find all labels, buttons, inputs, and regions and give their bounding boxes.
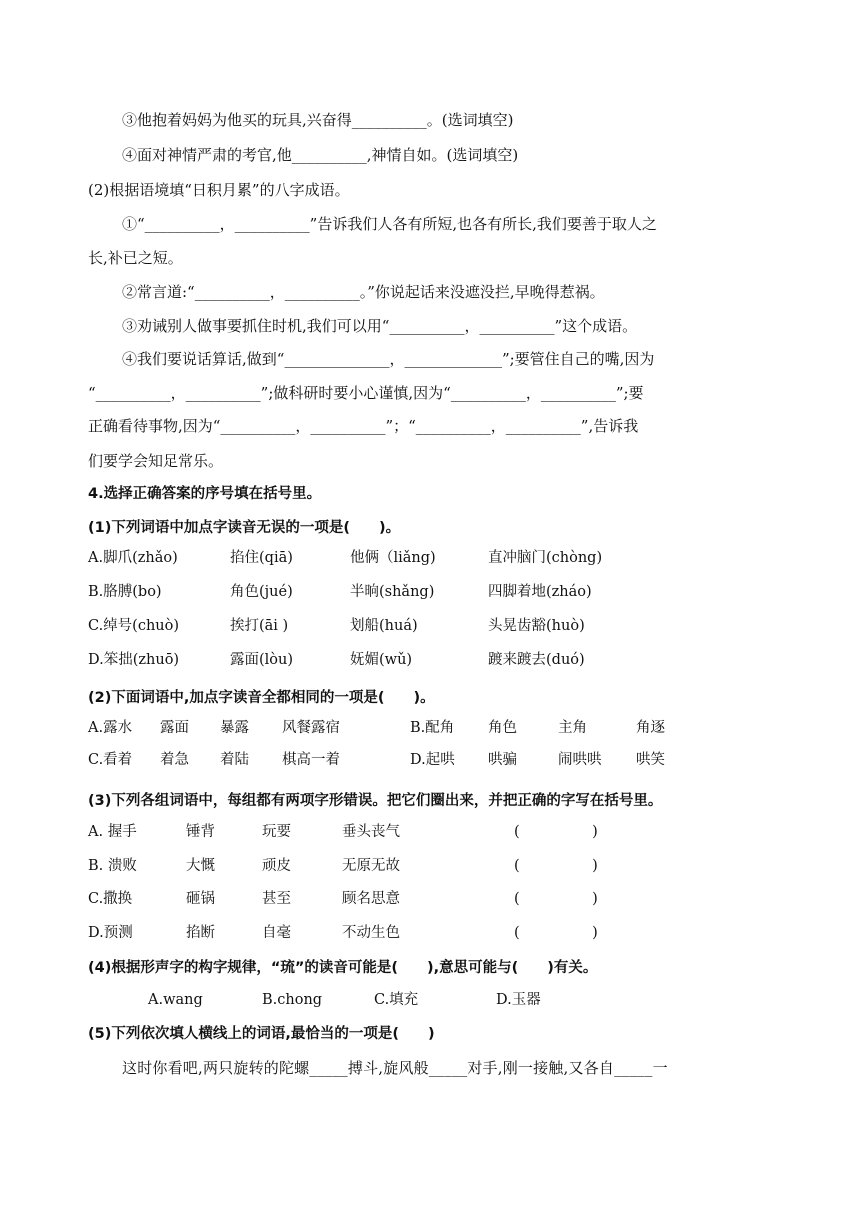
option-item: D.起哄 [410, 752, 455, 768]
answer-blank: ( ) [514, 891, 598, 907]
section-heading: 4.选择正确答案的序号填在括号里。 [88, 486, 322, 502]
option-item: 棋高一着 [282, 752, 340, 768]
question-title: (4)根据形声字的构字规律，“琉”的读音可能是( ),意思可能与( )有关。 [88, 960, 598, 976]
question-title: (3)下列各组词语中，每组都有两项字形错误。把它们圈出来，并把正确的字写在括号里。 [88, 793, 663, 809]
answer-blank: ( ) [514, 925, 598, 941]
option-item: 踱来踱去(duó) [488, 652, 585, 668]
option-item: A.露水 [88, 720, 133, 736]
option-item: B.chong [262, 992, 323, 1008]
text-line: 们要学会知足常乐。 [88, 452, 224, 470]
option-item: 暴露 [220, 720, 249, 736]
option-item: 掐住(qiā) [230, 550, 293, 566]
option-item: 角逐 [636, 720, 665, 736]
question-title: (5)下列依次填人横线上的词语,最恰当的一项是( ) [88, 1026, 435, 1042]
text-line: ③他抱着妈妈为他买的玩具,兴奋得__________。(选词填空) [122, 111, 514, 129]
text-line: 长,补已之短。 [88, 249, 183, 267]
option-item: 角色 [488, 720, 517, 736]
option-item: 顾名思意 [342, 891, 400, 907]
option-item: B.胳膊(bo) [88, 584, 162, 600]
option-item: A. 握手 [88, 824, 137, 840]
option-item: 哄笑 [636, 752, 665, 768]
option-item: D.笨拙(zhuō) [88, 652, 180, 668]
option-item: 甚至 [262, 891, 291, 907]
option-item: 顽皮 [262, 858, 291, 874]
text-line: ④面对神情严肃的考官,他__________,神情自如。(选词填空) [122, 146, 519, 164]
option-item: C.看着 [88, 752, 133, 768]
option-item: C.撒换 [88, 891, 133, 907]
option-item: 露面 [160, 720, 189, 736]
passage-text: 这时你看吧,两只旋转的陀螺_____搏斗,旋风般_____对手,刚一接触,又各自_____一 [122, 1059, 668, 1077]
text-line: 正确看待事物,因为“__________，__________”；“__________，__________”,告诉我 [88, 417, 639, 435]
option-item: 挨打(āi ) [230, 618, 289, 634]
answer-blank: ( ) [514, 858, 598, 874]
text-line: (2)根据语境填“日积月累”的八字成语。 [88, 181, 350, 199]
option-item: C.绰号(chuò) [88, 618, 180, 634]
option-item: A.wang [148, 992, 203, 1008]
question-title: (1)下列词语中加点字读音无误的一项是( )。 [88, 520, 401, 536]
option-item: 掐断 [186, 925, 215, 941]
option-item: C.填充 [374, 992, 419, 1008]
option-item: 着陆 [220, 752, 249, 768]
option-item: D.玉器 [496, 992, 541, 1008]
option-item: 风餐露宿 [282, 720, 340, 736]
option-item: A.脚爪(zhǎo) [88, 550, 178, 566]
option-item: 半晌(shǎng) [350, 584, 435, 600]
text-line: “__________，__________”;做科研时要小心谨慎,因为“__________，__________”;要 [88, 384, 644, 402]
option-item: 垂头丧气 [342, 824, 400, 840]
text-line: ④我们要说话算话,做到“______________，_____________”;要管住自己的嘴,因为 [122, 350, 655, 368]
option-item: 角色(jué) [230, 584, 293, 600]
option-item: 锤背 [186, 824, 215, 840]
option-item: 哄骗 [488, 752, 517, 768]
text-line: ③劝诫别人做事要抓住时机,我们可以用“__________，__________”这个成语。 [122, 317, 638, 335]
option-item: 着急 [160, 752, 189, 768]
option-item: 闹哄哄 [558, 752, 602, 768]
option-item: B. 溃败 [88, 858, 137, 874]
option-item: 自毫 [262, 925, 291, 941]
option-item: 划船(huá) [350, 618, 418, 634]
question-title: (2)下面词语中,加点字读音全都相同的一项是( )。 [88, 690, 435, 706]
answer-blank: ( ) [514, 824, 598, 840]
option-item: 无原无故 [342, 858, 400, 874]
option-item: 头晃齿豁(huò) [488, 618, 585, 634]
option-item: 露面(lòu) [230, 652, 294, 668]
option-item: 妩媚(wǔ) [350, 652, 413, 668]
option-item: 四脚着地(zháo) [488, 584, 592, 600]
option-item: 主角 [558, 720, 587, 736]
option-item: 玩要 [262, 824, 291, 840]
text-line: ②常言道:“__________，__________。”你说起话来没遮没拦,早晚得惹祸。 [122, 283, 605, 301]
option-item: 大慨 [186, 858, 215, 874]
option-item: D.预测 [88, 925, 133, 941]
option-item: B.配角 [410, 720, 455, 736]
option-item: 他俩（liǎng) [350, 550, 436, 566]
text-line: ①“__________，__________”告诉我们人各有所短,也各有所长,我们要善于取人之 [122, 215, 657, 233]
option-item: 直冲脑门(chòng) [488, 550, 603, 566]
option-item: 不动生色 [342, 925, 400, 941]
option-item: 砸锅 [186, 891, 215, 907]
